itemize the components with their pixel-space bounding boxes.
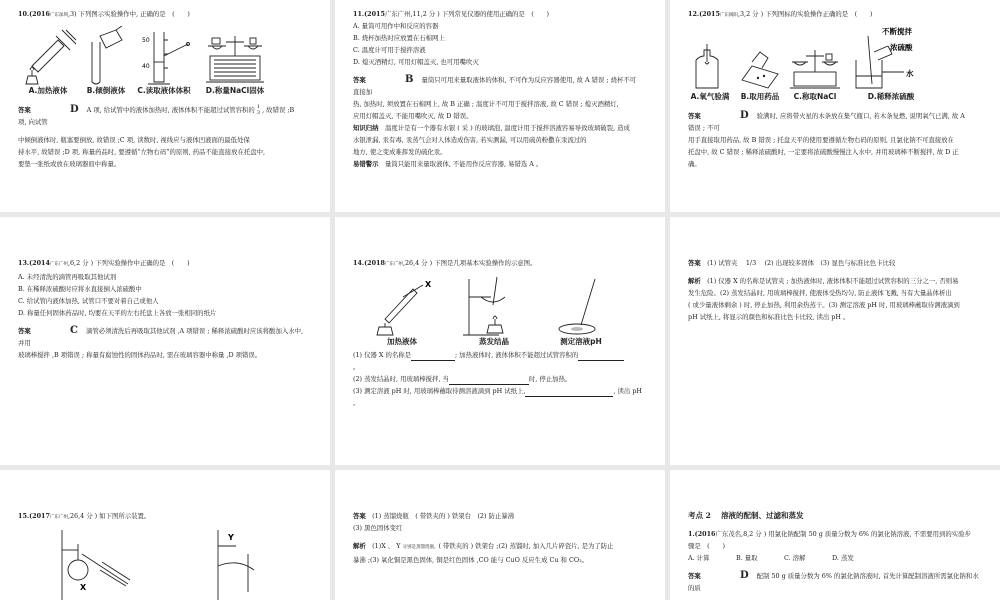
figure-apparatus [18,524,312,594]
figure-caption-a: A.氧气验满 [690,92,730,101]
subquestion-1 [353,349,647,361]
figure-caption-ph: 测定溶液pH [560,337,602,346]
explanation-text: ( 带铁夹的 ) 铁架台 ;(2) 蒸馏时, 加入几片碎瓷片, 是为了防止 [438,542,614,550]
figure-row [18,26,312,96]
option-d: D. 蒸发 [832,554,854,562]
answer-text: (1) 蒸馏烧瓶 ( 带铁夹的 ) 铁架台 (2) 防止暴沸 [372,512,515,520]
question-stem [18,510,312,524]
answer-blank[interactable] [525,387,613,397]
question-12-panel [670,0,1000,212]
option-d: D. 熄灭酒精灯, 可用灯帽盖灭, 也可用嘴吹灭 [353,58,479,66]
label-x: X [425,280,432,289]
question-stem [688,528,982,540]
explanation-line: 项, 向试管 [18,118,48,126]
figure-caption-c: C.称取NaCl [793,92,837,101]
answer-text: 量筒只可用来量取液体的体积, 不可作为反应容器使用, 故 A 错误 ; 烧杯不可 [421,76,637,84]
figure-c [788,42,842,102]
subquestion-text: (1) 仪器 X 的名称是 [353,351,412,359]
question-text: ,3) 下列图示实验操作中, 正确的是 ( ) [67,10,190,18]
fraction [257,104,260,116]
question-number: 13.(2014 [18,259,50,267]
question-text: ,3,2 分 ) 下列图标的实验操作正确的是 ( ) [737,10,873,18]
option-c: C. 温度计可用于搅拌溶液 [353,46,426,54]
figure-heating [367,275,437,347]
explanation-line [353,540,647,554]
subquestion-3 [353,385,647,397]
figure-b [738,42,782,102]
explanation-small-text: 分别是蒸馏烧瓶、 [402,545,439,550]
section-heading: 考点 2 溶液的配制、过滤和蒸发 [688,511,804,520]
question-10-panel [0,0,330,212]
figure-a [688,42,732,102]
question-11-panel [335,0,665,212]
question-source: 广东广州 [384,262,403,267]
figure-a [18,26,78,96]
answer-line [688,257,982,269]
question-text: 骤是 ( ) [688,542,725,550]
option-c: C. 溶解 [784,554,806,562]
question-source: 广东广州 [49,262,68,267]
figure-caption-b: B.取用药品 [740,92,780,101]
question-number: 12.(2015 [688,10,720,18]
figure-caption-d: D.称量NaCl固体 [205,86,265,95]
ph-test-icon [551,275,611,337]
subquestion-text: ; 加热液体时, 液体体积不能超过试管容积的 [455,351,579,359]
question-number: 15.(2017 [18,512,50,520]
question-text: ,6,2 分 ) 下列实验操作中正确的是 ( ) [67,259,190,267]
answer-line [688,570,982,582]
error-tip [353,158,647,170]
explanation-line: 热, 加热时, 须放置在石棉网上, 故 B 正确 ; 温度计不可用于搅拌溶液, 故 C 错误 ; 熄灭酒精灯, [353,100,619,108]
answer-label: 答案 [688,112,701,120]
figure-caption-a: A.加热液体 [28,86,68,95]
question-text: ,8,2 分 ) 用氯化钠配制 50 g 质量分数为 6% 的氯化钠溶液, 不需要用到的实验步 [741,530,971,538]
explanation-line: 发生危险。(2) 蒸发结晶时, 用玻璃棒搅拌, 使液体受热均匀, 防止液体飞溅, 当有大量晶体析出 [688,289,952,297]
question-stem [353,8,647,20]
balance-icon [788,42,842,92]
figure-row [367,275,647,347]
answer-letter: B [405,74,414,85]
option-b: B. 在稀释浓硫酸时应将水直接倒入浓硫酸中 [18,285,142,293]
figure-caption-evaporation: 蒸发结晶 [479,337,509,346]
question-13-panel [0,217,330,465]
explanation-line: pH 试纸上, 将显示的颜色和标准比色卡比较, 读出 pH 。 [688,313,850,321]
subquestion-text: , 读出 pH [613,387,642,395]
topic-2-panel [670,470,1000,600]
graduated-cylinder-icon [134,26,194,86]
explanation-line: 错误 ; 不可 [688,124,720,132]
figure-caption-c: C.读取液体体积 [137,86,191,95]
question-source: 广东深圳 [49,13,68,18]
figure-caption-b: B.倾倒液体 [86,86,126,95]
option-c: C. 给试管内液体加热, 试管口不要对着自己或他人 [18,297,159,305]
question-number: 1.(2016 [688,530,716,538]
answer-letter: D [740,570,749,581]
answer-line [353,510,647,522]
explanation-line: 并用 [18,339,31,347]
explanation-text: (1) 仪器 X 的名称是试管夹 ; 加热液体时, 液体体积不能超过试管容积的三分之一, 否则易 [707,277,959,285]
question-15-panel [0,470,330,600]
answer-letter: C [70,325,78,336]
question-source: 广东茂名 [715,530,742,538]
explanation-text: (1)X 、 Y [372,542,401,550]
subquestion-end: 。 [353,363,360,371]
pouring-liquid-icon [86,26,126,86]
explanation-line: 用手直接取用药品, 故 B 错误 ; 托盘天平的使用要遵循左物右码的原则, 且氯化钠不可直接放在 [688,136,954,144]
answer-text: (1) 试管夹 1/3 (2) 出现较多固体 (3) 显色与标准比色卡比较 [707,259,896,267]
test-tube-holder-icon [367,275,437,337]
question-14-panel [335,217,665,465]
explanation-line: 暴沸 ;(3) 氧化铜是黑色固体, 铜是红色固体 ,CO 能与 CuO 反应生成 Cu 和 CO₂。 [353,556,589,564]
answer-text: 的质 [688,584,701,592]
answer-blank[interactable] [411,351,455,361]
options-row [688,552,982,564]
explanation-line: 要垫一张纸或放在玻璃器皿中称量。 [18,160,121,168]
taking-reagent-icon [738,42,782,92]
figure-b [86,26,126,96]
figure-d [202,26,268,96]
explanation-line: 持水平, 故错误 ;D 项, 称量药品时, 要遵循“左物右码”的原则, 药品不能直接放在托盘中, [18,148,266,156]
label-water: 水 [906,69,914,78]
option-b: B. 量取 [736,554,758,562]
tip-text: 地方, 使之变成难挥发的硫化汞。 [353,148,447,156]
gas-bottle-icon [688,42,732,92]
question-number: 10.(2016 [18,10,50,18]
question-stem [18,257,312,271]
question-stem [18,8,312,22]
explanation-line: 玻璃棒搅拌 ,B 项错误 ; 称量有腐蚀性的固体药品时, 需在玻璃容器中称量 ,D 项错误。 [18,351,262,359]
evaporation-icon [459,275,529,337]
balance-icon [202,26,268,86]
option-d: D. 称量任何固体药品时, 均要在天平的左右托盘上各放一张相同的纸片 [18,309,217,317]
answer-line [688,110,982,122]
option-a: A. 计算 [688,554,710,562]
explanation-line: 托盘中, 故 C 错误 ; 稀释浓硫酸时, 一定要将浓硫酸慢慢注入水中, 并用玻璃棒不断搅拌, 故 D 正 [688,148,959,156]
figure-caption-d: D.稀释浓硫酸 [867,92,915,101]
answer-label: 答案 [353,76,366,84]
explanation-line [688,275,982,287]
figure-d [848,26,934,102]
explanation-label: 解析 [353,542,366,550]
answer-label: 答案 [18,106,31,114]
fraction-denominator: 3 [256,110,261,116]
explanation-line: 直接加 [353,88,373,96]
figure-caption-heating: 加热液体 [387,337,417,346]
tip-label: 知识归纳 [353,124,379,132]
subquestion-text: 时, 停止加热。 [528,375,572,383]
label-y: Y [228,533,234,542]
question-source: 广东广州 [384,10,411,18]
explanation-line: 确。 [688,160,701,168]
tip-text: 量筒只能用来量取液体, 不能用作反应容器, 易错选 A 。 [384,160,543,168]
answer-letter: D [70,104,79,115]
knowledge-tip [353,122,647,134]
question-14-answer-panel [670,217,1000,465]
subquestion-text: (3) 测定溶液 pH 时, 用玻璃棒蘸取待测溶液滴到 pH 试纸上, [353,387,526,395]
answer-text: 配制 50 g 质量分数为 6% 的氯化钠溶液时, 首先计算配制溶液所需氯化钠和水 [756,572,979,580]
figure-evaporation [459,275,529,347]
answer-label: 答案 [688,259,701,267]
label-x: X [80,583,87,592]
tip-label: 易错警示 [353,160,379,168]
answer-label: 答案 [353,512,366,520]
figure-row [688,26,982,102]
label-sulfuric-acid: 浓硫酸 [890,43,913,52]
question-text: ,11,2 分 ) 下列常见仪器的使用正确的是 ( ) [410,10,549,18]
question-stem [688,8,982,22]
option-b: B. 烧杯加热时应放置在石棉网上 [353,34,445,42]
tip-text: 水银泄漏, 汞有毒, 汞蒸气会对人体造成伤害, 若实测漏, 可以用硫黄粉撒在汞流过的 [353,136,587,144]
figure-c [134,26,194,96]
fraction-numerator: 1 [256,104,261,110]
answer-line [353,74,647,86]
heating-liquid-icon [18,26,78,86]
question-source: 广东广州 [49,515,68,520]
dilution-icon [848,26,934,92]
label-stirring: 不断搅拌 [882,27,912,36]
question-source: 广东揭阳 [719,13,738,18]
question-stem [353,257,647,271]
subquestion-end: 。 [353,399,360,407]
distillation-apparatus-icon [18,530,318,600]
answer-text: 滴管必须清洗后再吸取其他试剂 ,A 项错误 ; 稀释浓硫酸时应该将酸加入水中, [85,327,304,335]
option-a: A. 未经清洗的滴管再吸取其他试剂 [18,273,117,281]
tick-label-40: 40 [142,63,150,70]
explanation-label: 解析 [688,277,701,285]
answer-letter: D [740,110,749,121]
subquestion-2 [353,373,647,385]
tick-label-50: 50 [142,37,150,44]
explanation-line: 应用灯帽盖灭, 不能用嘴吹灭, 故 D 错误。 [353,112,473,120]
answer-blank[interactable] [578,351,624,361]
tip-text: 温度计是有一个器有水银 ( 采 ) 的玻璃泡, 温度计用于搅拌溶液容易导致玻璃破裂, 造成 [384,124,630,132]
answer-text: 验满时, 应将带火星的木条放在集气瓶口, 若木条复燃, 说明氧气已满, 故 A [756,112,965,120]
answer-text-tail: , 故错误 ;B [262,106,295,114]
question-text: ,26,4 分 ) 下图是几项基本实验操作的示意图。 [402,259,537,267]
figure-ph [551,275,611,347]
subquestion-text: (2) 蒸发结晶时, 用玻璃棒搅拌, 当 [353,375,449,383]
answer-label: 答案 [18,327,31,335]
question-text: ,26,4 分 ) 如下图所示装置。 [67,512,151,520]
answer-text: A 项, 给试管中的液体加热时, 液体体积不能超过试管容积的 [86,106,255,114]
answer-line [18,104,312,116]
explanation-line: 中倾倒液体时, 瓶塞要倒放, 故错误 ;C 项, 读数时, 视线应与液体凹液面的最低处保 [18,136,250,144]
question-number: 11.(2015 [353,10,385,18]
option-a: A. 量筒可用作中和反应的容器 [353,22,439,30]
answer-line [18,325,312,337]
answer-text: (3) 黑色固体变红 [353,524,403,532]
answer-label: 答案 [688,572,701,580]
question-15-answer-panel [335,470,665,600]
question-number: 14.(2018 [353,259,385,267]
explanation-line: ( 或少量液体剩余 ) 时, 停止加热, 利用余热蒸干。(3) 测定溶液 pH 时, 用玻璃棒蘸取待测液滴到 [688,301,960,309]
answer-blank[interactable] [449,375,529,385]
